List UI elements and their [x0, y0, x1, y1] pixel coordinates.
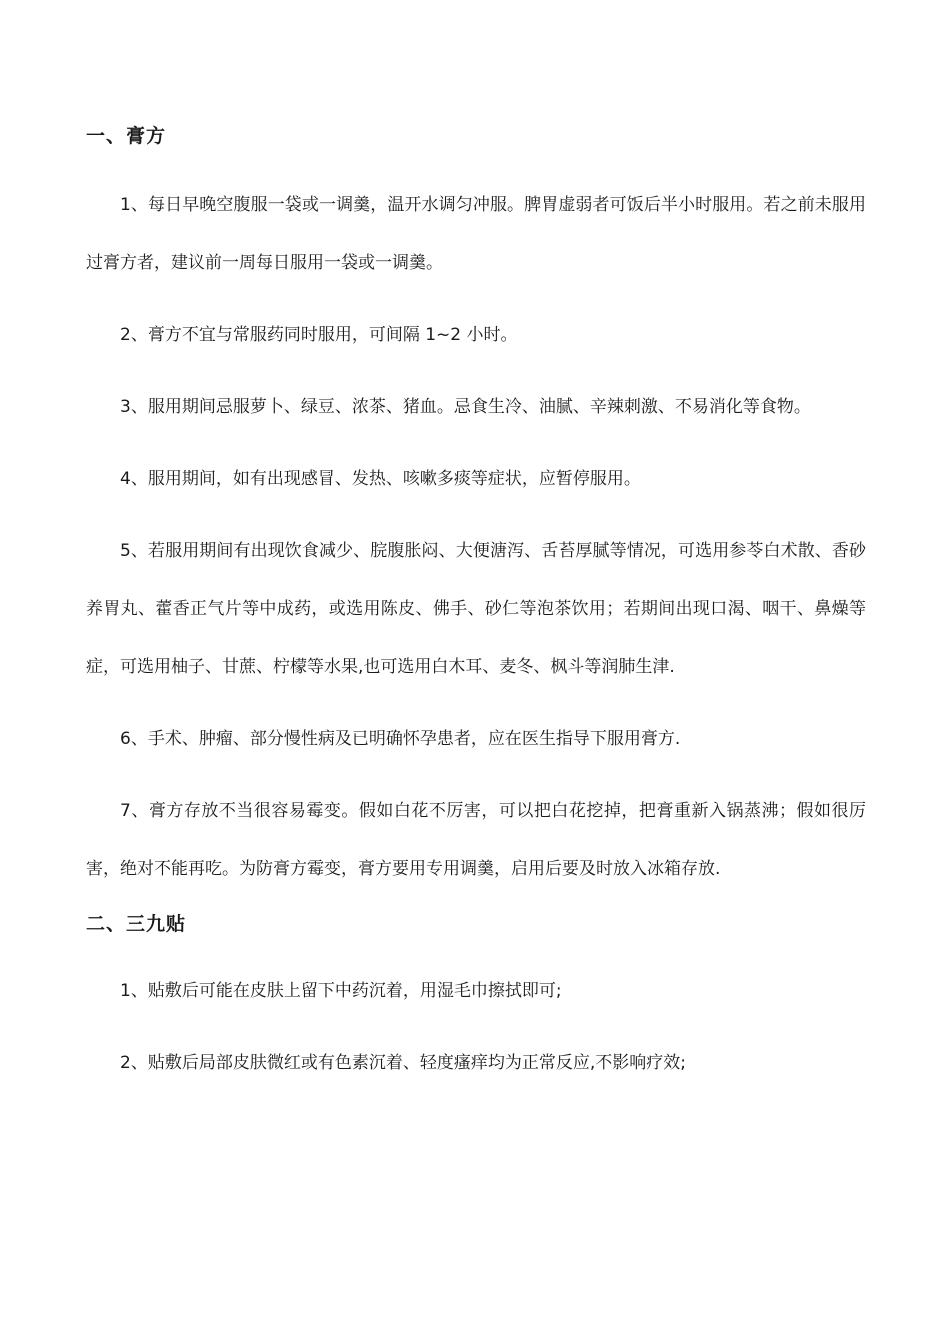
- list-item: 2、贴敷后局部皮肤微红或有色素沉着、轻度瘙痒均为正常反应,不影响疗效;: [120, 1053, 686, 1073]
- list-item: 5、若服用期间有出现饮食减少、脘腹胀闷、大便溏泻、舌苔厚腻等情况，可选用参苓白术散、香砂养胃丸、藿香正气片等中成药，或选用陈皮、佛手、砂仁等泡茶饮用；若期间出现口渴、咽干、鼻燥等症，可选用柚子、甘蔗、柠檬等水果,也可选用白木耳、麦冬、枫斗等润肺生津.: [86, 541, 866, 677]
- list-item: 4、服用期间，如有出现感冒、发热、咳嗽多痰等症状，应暂停服用。: [120, 469, 641, 489]
- section-heading: 二、三九贴: [86, 913, 187, 935]
- document-page: [86, 118, 866, 1106]
- section-gaofang: [86, 118, 866, 898]
- section-sanjiutie: [86, 906, 866, 1092]
- list-item: 1、贴敷后可能在皮肤上留下中药沉着，用湿毛巾擦拭即可;: [120, 981, 562, 1001]
- list-item: 6、手术、肿瘤、部分慢性病及已明确怀孕患者，应在医生指导下服用膏方.: [120, 729, 681, 749]
- list-item: 3、服用期间忌服萝卜、绿豆、浓茶、猪血。忌食生冷、油腻、辛辣刺激、不易消化等食物。: [120, 397, 811, 417]
- list-item: 7、膏方存放不当很容易霉变。假如白花不厉害，可以把白花挖掉，把膏重新入锅蒸沸；假如很厉害，绝对不能再吃。为防膏方霉变，膏方要用专用调羹，启用后要及时放入冰箱存放.: [86, 801, 866, 879]
- section-heading: 一、膏方: [86, 125, 167, 147]
- list-item: 1、每日早晚空腹服一袋或一调羹，温开水调匀冲服。脾胃虚弱者可饭后半小时服用。若之前未服用过膏方者，建议前一周每日服用一袋或一调羹。: [86, 195, 866, 273]
- list-item: 2、膏方不宜与常服药同时服用，可间隔 1~2 小时。: [120, 325, 518, 345]
